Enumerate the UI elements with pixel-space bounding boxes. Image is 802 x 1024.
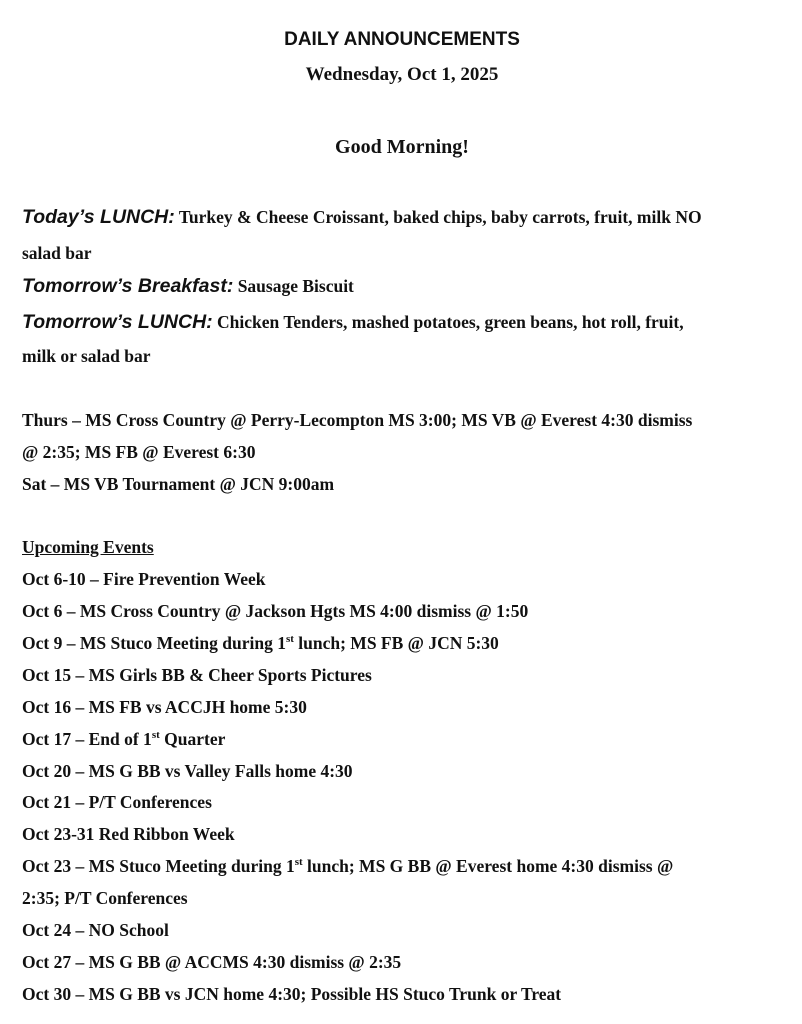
schedule-sat-line: Sat – MS VB Tournament @ JCN 9:00am <box>22 474 335 494</box>
event-oct9-part1: Oct 9 – MS Stuco Meeting during 1 <box>22 633 286 653</box>
tomorrow-breakfast-line <box>22 270 782 302</box>
event-oct20: Oct 20 – MS G BB vs Valley Falls home 4:30 <box>22 761 353 781</box>
event-oct23-line-2: 2:35; P/T Conferences <box>22 888 188 908</box>
event-oct23-part2: lunch; MS G BB @ Everest home 4:30 dismiss @ <box>302 856 674 876</box>
tomorrow-lunch-line-2: milk or salad bar <box>22 346 151 366</box>
schedule-thurs-line: Thurs – MS Cross Country @ Perry-Lecompton MS 3:00; MS VB @ Everest 4:30 dismiss <box>22 410 693 430</box>
event-oct17-part1: Oct 17 – End of 1 <box>22 729 152 749</box>
today-lunch-line <box>22 201 782 233</box>
date-heading: Wednesday, Oct 1, 2025 <box>305 64 499 85</box>
event-oct27: Oct 27 – MS G BB @ ACCMS 4:30 dismiss @ 2:35 <box>22 952 402 972</box>
tomorrow-lunch-label: Tomorrow’s LUNCH: <box>22 311 213 333</box>
today-lunch-label: Today’s LUNCH: <box>22 206 175 228</box>
today-lunch-menu: Turkey & Cheese Croissant, baked chips, baby carrots, fruit, milk NO <box>174 207 702 227</box>
event-oct23 <box>22 850 782 882</box>
event-oct23-31: Oct 23-31 Red Ribbon Week <box>22 824 235 844</box>
event-oct9-sup: st <box>285 633 294 646</box>
event-oct6: Oct 6 – MS Cross Country @ Jackson Hgts MS 4:00 dismiss @ 1:50 <box>22 601 529 621</box>
tomorrow-lunch-line <box>22 306 782 338</box>
tomorrow-lunch-menu: Chicken Tenders, mashed potatoes, green beans, hot roll, fruit, <box>212 312 684 332</box>
event-oct23-sup: st <box>294 856 303 869</box>
event-oct9 <box>22 627 782 659</box>
event-oct9-part2: lunch; MS FB @ JCN 5:30 <box>293 633 499 653</box>
event-oct30: Oct 30 – MS G BB vs JCN home 4:30; Possible HS Stuco Trunk or Treat <box>22 984 562 1004</box>
event-oct6-10: Oct 6-10 – Fire Prevention Week <box>22 569 266 589</box>
schedule-thurs-line-2: @ 2:35; MS FB @ Everest 6:30 <box>22 442 256 462</box>
event-oct17 <box>22 723 782 755</box>
event-oct21: Oct 21 – P/T Conferences <box>22 792 212 812</box>
page-title: DAILY ANNOUNCEMENTS <box>284 29 520 50</box>
event-oct17-sup: st <box>151 729 160 742</box>
event-oct17-part2: Quarter <box>159 729 226 749</box>
event-oct24: Oct 24 – NO School <box>22 920 169 940</box>
upcoming-events-heading <box>22 531 782 563</box>
today-lunch-line-2: salad bar <box>22 243 92 263</box>
event-oct23-part1: Oct 23 – MS Stuco Meeting during 1 <box>22 856 295 876</box>
tomorrow-breakfast-label: Tomorrow’s Breakfast: <box>22 275 234 297</box>
greeting: Good Morning! <box>335 136 469 158</box>
upcoming-events-heading-text: Upcoming Events <box>22 537 154 557</box>
event-oct16: Oct 16 – MS FB vs ACCJH home 5:30 <box>22 697 307 717</box>
event-oct15: Oct 15 – MS Girls BB & Cheer Sports Pictures <box>22 665 372 685</box>
tomorrow-breakfast-menu: Sausage Biscuit <box>233 276 354 296</box>
